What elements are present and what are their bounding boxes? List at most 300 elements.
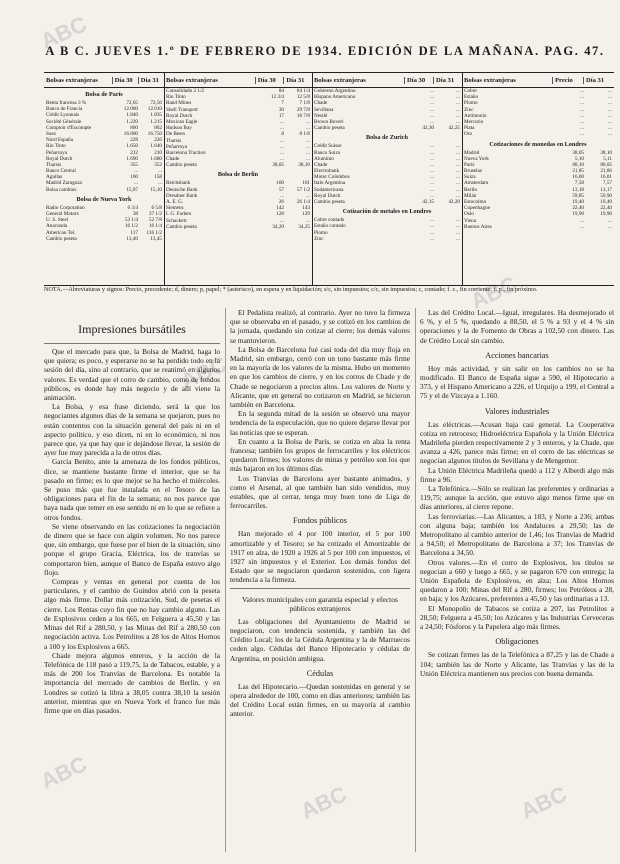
previous-price: 7 — [281, 100, 284, 107]
previous-price: ... — [430, 100, 434, 107]
security-name: Royal Dutch — [166, 112, 193, 119]
previous-price: 12 3/4 — [270, 94, 284, 101]
current-price: ... — [456, 149, 460, 156]
current-price: 42,25 — [448, 125, 460, 132]
security-name: Suiza — [464, 174, 476, 181]
current-price: 13,17 — [600, 186, 612, 193]
previous-price: 8 — [281, 131, 284, 138]
security-name: Chade — [314, 161, 328, 168]
current-price: ... — [456, 161, 460, 168]
quote-row — [462, 224, 614, 230]
current-price: 59,90 — [600, 192, 612, 199]
watermark-logo: ABC — [296, 781, 351, 824]
quotes-section-title: Cotización de metales en Londres — [342, 208, 432, 216]
quotes-header — [164, 73, 312, 88]
security-name: Tharsis — [46, 161, 62, 168]
previous-price: ... — [280, 143, 284, 150]
previous-price: ... — [580, 94, 584, 101]
current-price: 38,10 — [600, 149, 612, 156]
previous-price: 160 — [276, 180, 284, 187]
security-name: Siemens — [166, 205, 184, 212]
security-name: Oslo — [464, 211, 474, 218]
quotes-header — [312, 73, 462, 88]
previous-price: 16.800 — [123, 130, 138, 137]
current-price: ... — [158, 180, 162, 187]
security-name: Comptoir d'Escompte — [46, 124, 92, 131]
current-price: 7,57 — [602, 180, 612, 187]
quote-row — [312, 125, 462, 131]
previous-price: 80,10 — [572, 161, 584, 168]
previous-price: ... — [430, 229, 434, 236]
article-paragraph: La Bolsa, y esa frase diciendo, será la que los negociantes algunos días de la semana se quejaron, pues no están contentos con la situación general del país ni en el aspecto político, y eso dicen, ni en lo económico, ni nos parece que, ya que hay que ir dejándose llevar, la sesión de ayer fue muy parecida a la de otros días. — [44, 402, 220, 458]
security-name: Rand Mines — [166, 100, 192, 107]
security-name: Chade — [314, 100, 328, 107]
previous-price: ... — [280, 192, 284, 199]
previous-price: ... — [430, 223, 434, 230]
current-price: 8 1/8 — [299, 131, 310, 138]
previous-price: 228 — [130, 137, 138, 144]
quote-row — [44, 187, 164, 193]
current-price: 21,86 — [600, 168, 612, 175]
security-name: Aguilas — [46, 174, 63, 181]
header-cell: Día 30 — [256, 77, 285, 84]
current-price: ... — [456, 100, 460, 107]
security-name: Nestlé — [314, 112, 328, 119]
header-cell: Día 31 — [436, 76, 455, 84]
header-cell: Día 31 — [586, 76, 605, 84]
previous-price: 7,58 — [574, 180, 584, 187]
current-price: 29 7/8 — [296, 106, 310, 113]
security-name: Shell Transport — [166, 106, 198, 113]
previous-price: 26 — [278, 199, 284, 205]
previous-price: ... — [430, 217, 434, 224]
current-price: 72,50 — [150, 100, 162, 106]
current-price: 16 1/4 — [148, 223, 162, 230]
previous-price: ... — [280, 217, 284, 224]
current-price: ... — [456, 155, 460, 162]
previous-price: 5,10 — [574, 155, 584, 162]
article-paragraph: Las obligaciones del Ayuntamiento de Madrid se negociaron, con tendencia sostenida, y también las del Crédito Local; los de la Cédula Argentina y la de Marruecos ceden algo. Cédulas del Banco Hipotecario y cédulas de Argentina, en posición ambigua. — [230, 616, 410, 663]
previous-price: 355 — [130, 161, 138, 168]
section-rule — [230, 588, 410, 589]
article-paragraph: Las eléctricas.—Acusan baja casi general. La Cooperativa cotiza en retroceso; Hidroeléctrica Española y la Unión Eléctrica Madrileña pierden respectivamente 2 y 3 enteros, y la Chade, que avanza a 426, parece más firme; en el corro de las eléctricas se negocian algunos títulos de Sevillana y de Mengemor. — [420, 419, 614, 466]
article-paragraph: Los Tranvías de Barcelona ayer bastante animados, y como el Arsenal, al que también han sido vendidos, muy estables, que al cerrar, tenga muy buen tono de Liga de ferrocarriles. — [230, 473, 410, 511]
security-name: Sevillana — [314, 106, 334, 113]
previous-price: 1.690 — [126, 155, 138, 162]
security-name: Cobre contado — [314, 217, 345, 224]
previous-price: ... — [280, 149, 284, 156]
security-name: Estaño — [464, 94, 479, 101]
previous-price: 6 3/4 — [127, 204, 138, 211]
security-name: Madrid Zaragoza — [46, 180, 82, 187]
current-price: ... — [306, 143, 310, 150]
current-price: 12 5/8 — [296, 94, 310, 101]
current-price: 129 — [302, 211, 310, 218]
current-price: ... — [456, 192, 460, 199]
current-price: ... — [608, 100, 612, 107]
current-price: ... — [456, 106, 460, 113]
security-name: Río Tinto — [46, 143, 66, 150]
security-name: American Tel. — [46, 229, 76, 236]
security-name: Hispano Americano — [314, 94, 356, 101]
previous-price: 59,85 — [572, 192, 584, 199]
previous-price: 1.840 — [126, 112, 138, 119]
watermark-logo: ABC — [466, 271, 521, 314]
previous-price: 57 — [278, 186, 284, 193]
article-column-2 — [230, 308, 410, 852]
security-name: Zinc — [464, 106, 474, 113]
current-price: 12.010 — [147, 106, 162, 113]
security-name: General Motors — [46, 211, 79, 217]
quotes-header — [44, 73, 164, 88]
security-name: Estocolmo — [464, 199, 487, 205]
current-price: ... — [456, 168, 460, 175]
previous-price: 84 — [278, 88, 284, 94]
article-column-3 — [420, 308, 614, 852]
section-heading: Valores industriales — [484, 406, 550, 416]
article-paragraph: La Bolsa de Barcelona fué casi toda del día muy floja en Madrid, sin embargo, cerró con un tono bastante más firme en la mayoría de los valores de la misma. Hubo un momento en que los cambios de cierre, y en los corros de Chade y de Chade se negociaron a precios altos. Los valores de Norte y Alicante, que en general no cotizaron en Madrid, se hicieron también en Barcelona. — [230, 344, 410, 410]
current-price: ... — [306, 192, 310, 199]
previous-price: ... — [430, 143, 434, 150]
current-price: 6 5/8 — [151, 204, 162, 211]
quotes-section-title: Cotizaciones de monedas en Londres — [489, 140, 587, 148]
article-paragraph: García Benito, ante la amenaza de los fondos públicos, dice, se mantiene bastante firme el interior, que se ha pasado en firme; es lo que mejor se ha hecho el miércoles. Se puso más que fue instalada en el Tesoro de las obligaciones para el fin de la semana; no nos parece que haya nada que temer en ese sentido ni en lo que se refiere a otros fondos. — [44, 457, 220, 522]
current-price: 862 — [154, 124, 162, 131]
previous-price: ... — [580, 112, 584, 119]
section-heading: Valores municipales con garantía especial y efectos públicos extranjeros — [241, 594, 399, 614]
current-price: 16.750 — [147, 130, 162, 137]
article-paragraph: Compras y ventas en general por cuenta de los particulares, y el cambio de Guindos abrió con la peseta algo más firme. Dollar más cotización, Sud, de pesetas el cierre. Los Rentas cuyo fin que no hay cambio alguno. Las de Explosivos ceden a los 665, en Felguera a 45,50 y las Minas del Rif a 280,50, y las Minas del Rif a 280,50 con negociación activa. Los Petrolitos a 28 los de Altos Hornos a 100 y los Explosivos a 665. — [44, 577, 220, 651]
security-name: Anaconda — [46, 223, 68, 230]
header-cell: Bolsas extranjeras — [44, 77, 113, 84]
abbreviations-note: NOTA.—Abreviaturas y signos: Precio, precedente; d, dinero; p, papel; * (asterisco), en espera y en liquidación; s/c, sin impuestos; c/c, sin impuestos; c, contado; f. c., fin corriente; f. p., fin próximo. — [44, 286, 538, 293]
security-name: Reichsbank — [166, 180, 191, 187]
current-price: 7 1/8 — [299, 100, 310, 107]
current-price: ... — [608, 112, 612, 119]
security-name: Río Tinto — [166, 94, 186, 101]
quotes-section-title: Bolsa de Berlín — [217, 171, 259, 179]
previous-price: 72,65 — [126, 100, 138, 106]
current-price: 19,90 — [600, 211, 612, 218]
previous-price: ... — [430, 192, 434, 199]
security-name: Royal Dutch — [46, 155, 73, 162]
security-name: Madrid — [464, 149, 480, 156]
current-price: ... — [456, 235, 460, 242]
previous-price: ... — [580, 106, 584, 113]
foreign-exchanges-table — [44, 72, 614, 286]
security-name: Bolsa cambios — [46, 186, 77, 193]
previous-price: 38 — [132, 211, 138, 217]
previous-price: 38,05 — [572, 149, 584, 156]
current-price: ... — [456, 112, 460, 119]
page-header: A B C. JUEVES 1.º DE FEBRERO DE 1934. EDICIÓN DE LA MAÑANA. PAG. 47. — [45, 44, 605, 58]
previous-price: 21,85 — [572, 168, 584, 175]
current-price: ... — [456, 174, 460, 181]
current-price: ... — [608, 125, 612, 132]
previous-price: 53 1/4 — [124, 217, 138, 224]
current-price: 1.835 — [150, 112, 162, 119]
section-heading: Fondos públicos — [293, 516, 347, 526]
current-price: ... — [608, 88, 612, 94]
security-name: Electrobank — [314, 168, 340, 175]
current-price: 26 1/4 — [296, 199, 310, 205]
previous-price: 42,30 — [422, 125, 434, 132]
current-price: 161 — [302, 180, 310, 187]
previous-price: ... — [430, 180, 434, 187]
security-name: Aluminio — [314, 155, 334, 162]
current-price: 42,20 — [448, 199, 460, 205]
security-name: Oro — [464, 131, 473, 138]
security-name: Renta francesa 3 % — [46, 100, 87, 106]
security-name: Gobierno Argentino — [314, 88, 356, 94]
watermark-logo: ABC — [36, 11, 91, 54]
security-name: Radio Corporation — [46, 204, 85, 211]
previous-price: 860 — [130, 124, 138, 131]
watermark-logo: ABC — [176, 351, 231, 394]
quote-row — [164, 224, 312, 230]
quotes-section-title: Bolsa de Nueva York — [76, 195, 132, 203]
previous-price: ... — [580, 125, 584, 132]
quotes-header — [462, 73, 614, 88]
previous-price: ... — [580, 88, 584, 94]
previous-price: ... — [430, 186, 434, 193]
previous-price: 12.000 — [123, 106, 138, 113]
previous-price: 15,07 — [126, 186, 138, 193]
previous-price: 42,15 — [422, 199, 434, 205]
article-paragraph: Han mejorado el 4 por 100 interior, el 5 por 100 amortizable y el Tesoro; se ha cotizado el Amortizable de 1917 en alza, de 1920 a 1926 al 5 por 100 con impuestos, el 1927 sin impuestos y el Exterior. Los demás fondos del Estado que se negociaron quedaron sostenidos, con ligera tendencia a la firmeza. — [230, 529, 410, 585]
previous-price: 17 — [278, 112, 284, 119]
security-name: Tharsis — [166, 137, 182, 144]
current-price: ... — [608, 106, 612, 113]
article-paragraph: Las del Hipotecario.—Quedan sostenidas en general y se opera alrededor de 100, como en días anteriores; también las del Crédito Local están firmes, en su mayoría al cambio anterior. — [230, 681, 410, 719]
current-price: ... — [306, 125, 310, 132]
current-price: 84 1/4 — [296, 88, 310, 94]
quotes-column-1 — [44, 73, 165, 285]
current-price: 22,40 — [600, 205, 612, 212]
previous-price: 117 — [130, 229, 138, 236]
article-column-1 — [44, 308, 220, 852]
quotes-section-title: Bolsa de París — [85, 91, 123, 98]
current-price: ... — [456, 223, 460, 230]
current-price: ... — [456, 88, 460, 94]
previous-price: ... — [580, 100, 584, 107]
previous-price: 19,40 — [572, 199, 584, 205]
previous-price: ... — [430, 174, 434, 181]
quote-row — [44, 236, 164, 242]
article-paragraph: Chade mejora algunos enteros, y la acción de la Telefónica de 118 pasó a 119,75, la de Tabacos, estable, y a más de 200 los Tranvías de Barcelona. Es notable la importancia del mercado de cambios de Berlín, y en Londres se cotizó la libra a 38,05 contra 38,10 la sesión anterior, mientras que en Nueva York el franco fue más firme que en días pasados. — [44, 650, 220, 715]
quote-row — [312, 199, 462, 205]
current-price: 16,01 — [600, 174, 612, 181]
security-name: Cambio peseta — [314, 125, 345, 132]
current-price: 57 1/2 — [296, 186, 310, 193]
current-price: 19,40 — [600, 199, 612, 205]
current-price: ... — [608, 118, 612, 125]
previous-price: ... — [430, 118, 434, 125]
current-price: 37 1/2 — [148, 211, 162, 217]
security-name: Suez — [46, 130, 57, 137]
current-price: 16 7/8 — [296, 112, 310, 119]
section-heading: Obligaciones — [495, 637, 539, 647]
current-price: ... — [456, 180, 460, 187]
security-name: Chade — [166, 156, 180, 163]
previous-price: 142 — [276, 205, 284, 212]
previous-price: 38,05 — [272, 162, 284, 169]
quote-row — [462, 131, 614, 137]
watermark-logo: ABC — [516, 781, 571, 824]
security-name: Nueva York — [464, 155, 489, 162]
previous-price: ... — [430, 106, 434, 113]
current-price: 158 — [154, 174, 162, 181]
article-paragraph: Hoy más actividad, y sin salir en los cambios no se ha modificado. El Banco de España sigue a 590, el Hipotecario a 373, y el Hispano Americano a 226, el Urquijo a 199, el Central a 75 y el de Vizcaya a 1.160. — [420, 363, 614, 401]
security-name: A. E. G. — [166, 199, 184, 205]
security-name: Crédit Lyonnais — [46, 112, 80, 119]
security-name: Crédit Suisse — [314, 143, 342, 150]
security-name: Estaño contado — [314, 223, 346, 230]
current-price: ... — [608, 223, 612, 230]
current-price: 15,10 — [150, 186, 162, 193]
previous-price: 128 — [276, 211, 284, 218]
security-name: Banco Suizo — [314, 149, 341, 156]
current-price: 5,11 — [603, 155, 612, 162]
quotes-column-3 — [312, 73, 463, 285]
header-cell: Bolsas extranjeras — [462, 77, 553, 84]
quotes-column-4 — [462, 73, 614, 285]
previous-price: ... — [430, 155, 434, 162]
security-name: Milán — [464, 192, 477, 199]
current-price: 13,45 — [150, 235, 162, 242]
title-rule — [44, 343, 220, 344]
current-price: ... — [306, 217, 310, 224]
current-price: 352 — [154, 161, 162, 168]
column-divider — [415, 308, 416, 852]
current-price: ... — [306, 137, 310, 144]
previous-price: 16,00 — [572, 174, 584, 181]
header-cell: Día 30 — [405, 77, 434, 84]
article-paragraph: Las del Crédito Local.—Igual, irregulares. Ha desmejorado el 6 %, y el 5 %, quedando a 88,50, el 5 % a 93 y el 4 % sin operaciones y la de Fomento de Obras a 102,50 con dinero. Las de Crédito Local sin cambio. — [420, 308, 614, 345]
previous-price: 13,18 — [572, 186, 584, 193]
current-price: ... — [608, 217, 612, 224]
article-paragraph: La Unión Eléctrica Madrileña quedó a 112 y Alberdi algo más firme a 96. — [420, 465, 614, 484]
current-price: ... — [608, 131, 612, 138]
article-paragraph: En cuanto a la Bolsa de París, se cotiza en alza la renta francesa; también los grupos de ferrocarriles y los eléctricos quedaron firmes; los valores de minas y petróleo son los que más bajaron en los últimos días. — [230, 436, 410, 474]
header-cell: Bolsas extranjeras — [164, 77, 256, 84]
quotes-section-title: Bolsa de Zurich — [366, 134, 408, 142]
previous-price: ... — [280, 156, 284, 163]
security-name: Schuckert — [166, 217, 187, 224]
security-name: Peñarroya — [46, 149, 68, 156]
previous-price: ... — [430, 235, 434, 242]
security-name: Plomo — [314, 229, 328, 236]
previous-price: 30 — [278, 106, 284, 113]
article-paragraph: La Telefónica.—Sólo se realizan las preferentes y ordinarias a 119,75; aunque la acción, que estuvo algo menos firme que en días anteriores, al cierre repone. — [420, 484, 614, 512]
security-name: Mercurio — [464, 118, 484, 125]
current-price: 80,05 — [600, 161, 612, 168]
current-price: ... — [306, 118, 310, 125]
security-name: Deutsche Bank — [166, 186, 198, 193]
security-name: Cambio peseta — [314, 199, 345, 205]
header-cell: Día 31 — [286, 76, 305, 84]
security-name: Banco de Francia — [46, 106, 83, 113]
security-name: Cobre — [464, 88, 477, 94]
current-price: ... — [456, 143, 460, 150]
previous-price: ... — [580, 131, 584, 138]
security-name: Banco Central — [46, 168, 76, 175]
article-paragraph: El Monopolio de Tabacos se cotiza a 207, las Petrolitos a 28,50; Felguera a 45,50; los Azúcares y las Industrias Cerveceras a 24,50; Fósforos y la Papelera algo más firmes. — [420, 603, 614, 632]
header-cell: Día 30 — [113, 77, 139, 84]
previous-price: ... — [430, 94, 434, 101]
article-title: Impresiones bursátiles — [78, 322, 186, 336]
current-price: ... — [456, 217, 460, 224]
section-heading: Cédulas — [306, 668, 334, 678]
current-price: 1.680 — [150, 155, 162, 162]
previous-price: ... — [430, 149, 434, 156]
previous-price: 22,40 — [572, 205, 584, 212]
security-name: Plomo — [464, 100, 478, 107]
security-name: Brown Boveri — [314, 118, 344, 125]
security-name: Berlín — [464, 186, 477, 193]
quotes-column-2 — [164, 73, 313, 285]
previous-price: 19,90 — [572, 211, 584, 218]
quote-row — [164, 162, 312, 168]
security-name: Amsterdam — [464, 180, 489, 187]
current-price: 38,10 — [298, 162, 310, 169]
article-paragraph: Que el mercado para que, la Bolsa de Madrid, haga lo que quiera; es poco, y esperarse no se ha perdido todo en la sesión del día, sino al contrario, que se reanimó en algunos valores. Es verdad que el corro de cambio, como de fondos públicos, es donde hay más negocio y de allí viene la animación. — [44, 347, 220, 403]
previous-price: ... — [430, 161, 434, 168]
previous-price: 160 — [130, 174, 138, 181]
previous-price: 1.650 — [126, 143, 138, 150]
current-price: 34,25 — [298, 223, 310, 230]
security-name: Italo Argentina — [314, 180, 346, 187]
previous-price: 13,40 — [126, 235, 138, 242]
security-name: Barcelona Traction — [166, 149, 206, 156]
security-name: Cambio peseta — [46, 235, 77, 242]
security-name: Hudson Bay — [166, 125, 192, 132]
security-name: Royal Dutch — [314, 192, 341, 199]
security-name: Mexican Eagle — [166, 118, 198, 125]
current-price: ... — [306, 149, 310, 156]
current-price: ... — [306, 156, 310, 163]
security-name: Cambio peseta — [166, 162, 197, 169]
security-name: Copenhague — [464, 205, 490, 212]
article-paragraph: Las ferroviarias.—Las Alicantes, a 183, y Norte a 236; ambas con alguna baja; también los Andaluces a 29,50; las de Metropolitano al cambio anterior de 1,46; los Tranvías de Madrid a 94,50; el Metropolitano de Barcelona a 37; los Tranvías de Barcelona a 34,50. — [420, 511, 614, 558]
current-price: ... — [608, 94, 612, 101]
column-divider — [225, 308, 226, 852]
security-name: De Beers — [166, 131, 186, 138]
security-name: París — [464, 161, 475, 168]
security-name: Peñarroya — [166, 143, 188, 150]
current-price: 52 7/8 — [148, 217, 162, 224]
previous-price: 212 — [130, 149, 138, 156]
article-paragraph: Otros valores.—En el corro de Explosivos, los títulos se negocian a 660 y luego a 665, y se pagaron 670 con entrega; la Unión Española de Explosivos, en alza; Los Altos Hornos quedaron a 100; Minas del Rif a 280, firmes; los Petróleos a 28, en baja; y los Azúcares, preferentes a 45,50 y las ordinarias a 13. — [420, 557, 614, 604]
previous-price: ... — [430, 168, 434, 175]
security-name: Zinc — [314, 235, 324, 242]
current-price: ... — [456, 94, 460, 101]
current-price: 226 — [154, 137, 162, 144]
security-name: Bruselas — [464, 168, 482, 175]
header-cell: Día 31 — [140, 76, 159, 84]
security-name: Société Générale — [46, 118, 82, 125]
current-price: ... — [158, 168, 162, 175]
watermark-logo: ABC — [36, 751, 91, 794]
previous-price: ... — [134, 168, 138, 175]
security-name: Viena — [464, 217, 477, 224]
previous-price: ... — [280, 118, 284, 125]
current-price: ... — [456, 118, 460, 125]
current-price: 116 1/2 — [146, 229, 162, 236]
security-name: I. G. Farben — [166, 211, 192, 218]
header-cell: Precio — [553, 77, 584, 84]
previous-price: ... — [580, 217, 584, 224]
